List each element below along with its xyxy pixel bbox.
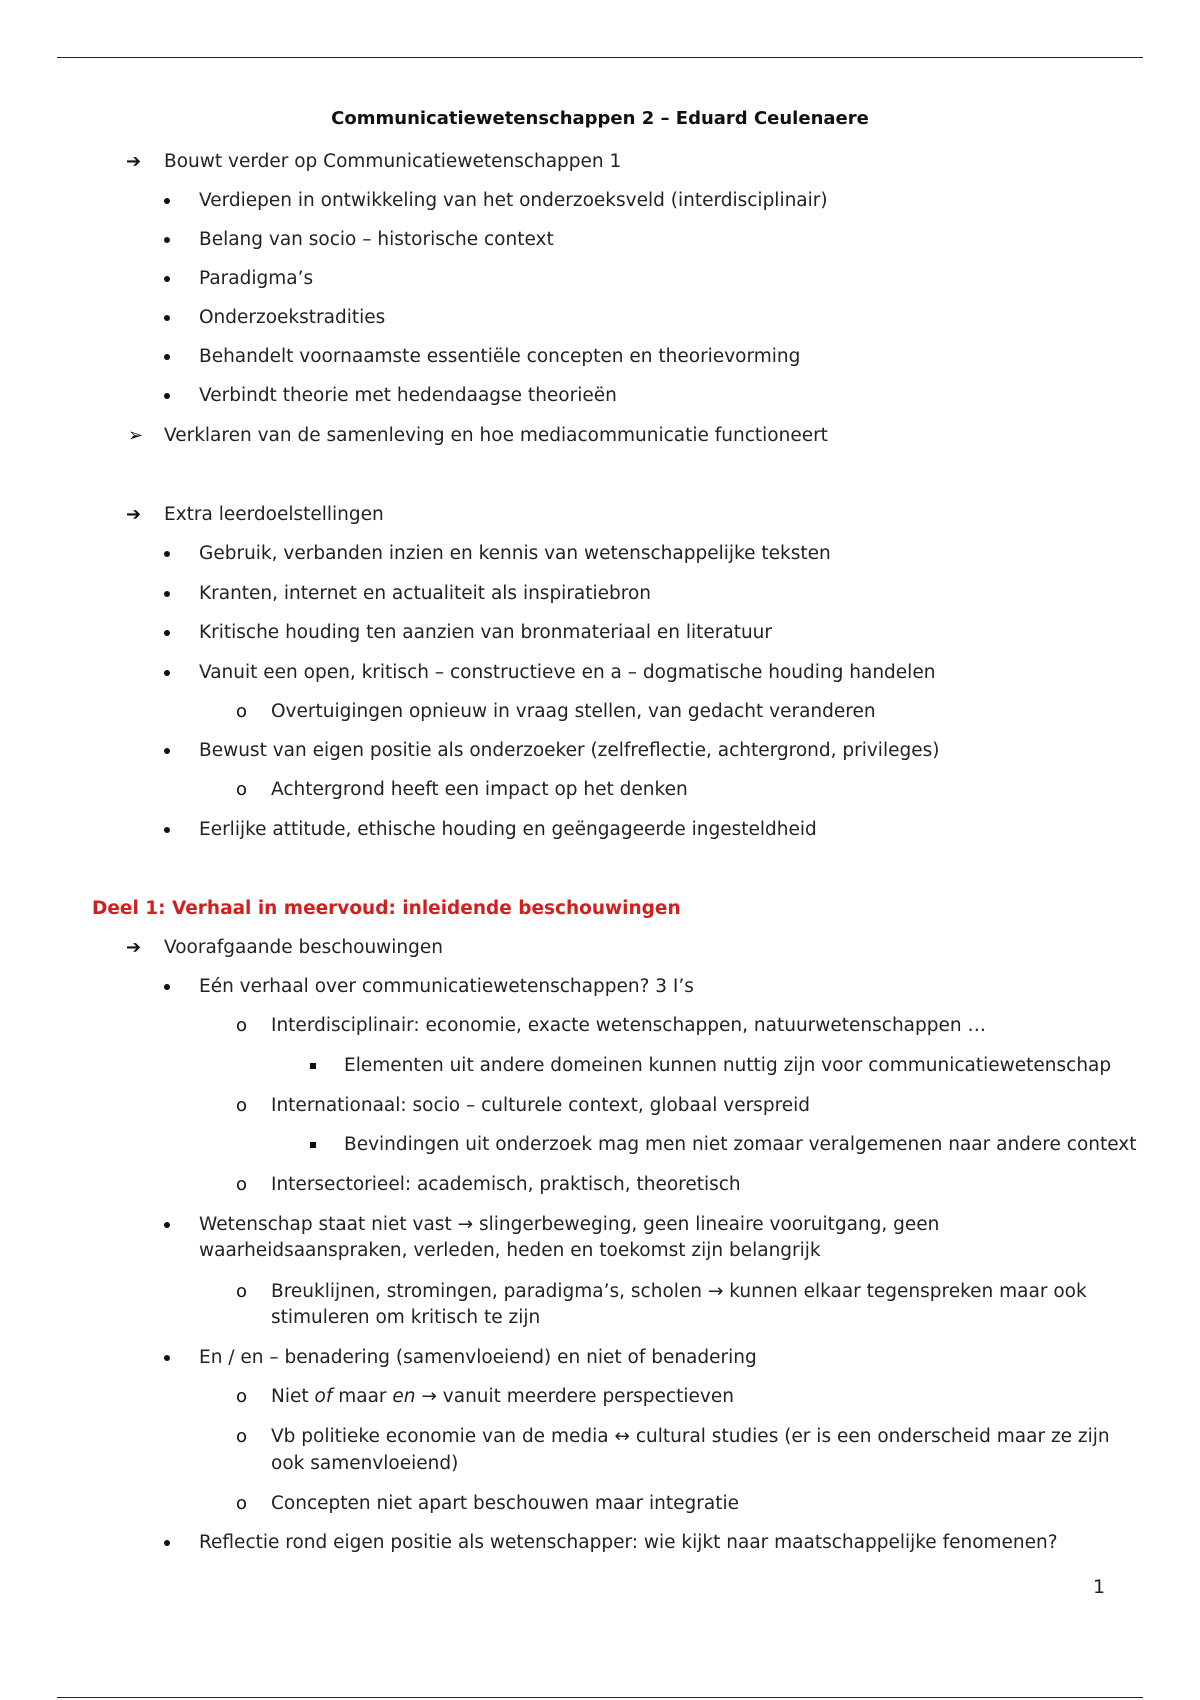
list-item: Wetenschap staat niet vast → slingerbeweging, geen lineaire vooruitgang, geen [199,1214,940,1235]
footer-rule [57,1697,1143,1698]
bullet-icon [164,591,170,597]
bullet-icon [164,827,170,833]
part1-arrow-label: Voorafgaande beschouwingen [164,937,444,958]
arrow-icon: ➔ [126,937,142,958]
circle-bullet-icon: o [236,1386,248,1407]
circle-bullet-icon: o [236,701,248,722]
page-number: 1 [1093,1576,1106,1598]
bullet-icon [164,1540,170,1546]
list-item: Verbindt theorie met hedendaagse theorieën [199,385,617,406]
list-item: Belang van socio – historische context [199,229,554,250]
list-item: Interdisciplinair: economie, exacte wetenschappen, natuurwetenschappen … [271,1015,986,1036]
list-item: Overtuigingen opnieuw in vraag stellen, van gedacht veranderen [271,701,876,722]
list-item: Achtergrond heeft een impact op het denken [271,779,688,800]
circle-bullet-icon: o [236,1281,248,1302]
list-item: Reflectie rond eigen positie als wetenschapper: wie kijkt naar maatschappelijke fenomenen? [199,1532,1058,1553]
bullet-icon [164,630,170,636]
list-item [271,1384,734,1410]
list-item: Eén verhaal over communicatiewetenschappen? 3 I’s [199,976,694,997]
bullet-icon [164,237,170,243]
list-item: Concepten niet apart beschouwen maar integratie [271,1493,740,1514]
circle-bullet-icon: o [236,1174,248,1195]
list-item: Behandelt voornaamste essentiële concepten en theorievorming [199,346,801,367]
circle-bullet-icon: o [236,779,248,800]
list-item: Kritische houding ten aanzien van bronmateriaal en literatuur [199,622,773,643]
triangle-arrow-icon: ➢ [128,425,144,446]
circle-bullet-icon: o [236,1095,248,1116]
square-bullet-icon [310,1142,316,1148]
italic-text: of [314,1386,333,1407]
bullet-icon [164,198,170,204]
intro-arrow-label: Bouwt verder op Communicatiewetenschappen 1 [164,151,622,172]
bullet-icon [164,354,170,360]
list-item: Internationaal: socio – culturele context, globaal verspreid [271,1095,811,1116]
bullet-icon [164,315,170,321]
list-item: Onderzoekstradities [199,307,386,328]
list-item: En / en – benadering (samenvloeiend) en niet of benadering [199,1347,757,1368]
circle-bullet-icon: o [236,1493,248,1514]
list-item: Elementen uit andere domeinen kunnen nuttig zijn voor communicatiewetenschap [344,1055,1112,1076]
list-item: Intersectorieel: academisch, praktisch, theoretisch [271,1174,741,1195]
arrow-icon: ➔ [126,151,142,172]
bullet-icon [164,393,170,399]
bullet-icon [164,1355,170,1361]
list-item: Bewust van eigen positie als onderzoeker (zelfreflectie, achtergrond, privileges) [199,740,940,761]
goals-arrow-label: Extra leerdoelstellingen [164,504,384,525]
text-run: → vanuit meerdere perspectieven [415,1386,734,1407]
list-item: Kranten, internet en actualiteit als inspiratiebron [199,583,652,604]
circle-bullet-icon: o [236,1015,248,1036]
list-item: Bevindingen uit onderzoek mag men niet zomaar veralgemenen naar andere context [344,1134,1137,1155]
list-item-continuation: waarheidsaanspraken, verleden, heden en toekomst zijn belangrijk [199,1240,821,1261]
list-item: Verdiepen in ontwikkeling van het onderzoeksveld (interdisciplinair) [199,190,828,211]
bullet-icon [164,748,170,754]
list-item: Gebruik, verbanden inzien en kennis van wetenschappelijke teksten [199,543,831,564]
arrow-icon: ➔ [126,504,142,525]
bullet-icon [164,551,170,557]
bullet-icon [164,670,170,676]
circle-bullet-icon: o [236,1426,248,1447]
list-item: Breuklijnen, stromingen, paradigma’s, scholen → kunnen elkaar tegenspreken maar ook [271,1281,1087,1302]
list-item: Vb politieke economie van de media ↔ cultural studies (er is een onderscheid maar ze zijn [271,1426,1110,1447]
page-title: Communicatiewetenschappen 2 – Eduard Ceulenaere [331,108,869,129]
bullet-icon [164,984,170,990]
text-run: maar [332,1386,393,1407]
list-item-continuation: ook samenvloeiend) [271,1453,459,1474]
italic-text: en [392,1386,416,1407]
list-item-continuation: stimuleren om kritisch te zijn [271,1307,541,1328]
text-run: Niet [271,1386,315,1407]
bullet-icon [164,276,170,282]
square-bullet-icon [310,1063,316,1069]
list-item: Vanuit een open, kritisch – constructieve en a – dogmatische houding handelen [199,662,936,683]
bullet-icon [164,1222,170,1228]
list-item: Paradigma’s [199,268,314,289]
header-rule [57,57,1143,58]
list-item: Eerlijke attitude, ethische houding en geëngageerde ingesteldheid [199,819,817,840]
section-heading: Deel 1: Verhaal in meervoud: inleidende beschouwingen [92,898,681,919]
intro-triangle-label: Verklaren van de samenleving en hoe mediacommunicatie functioneert [164,425,828,446]
